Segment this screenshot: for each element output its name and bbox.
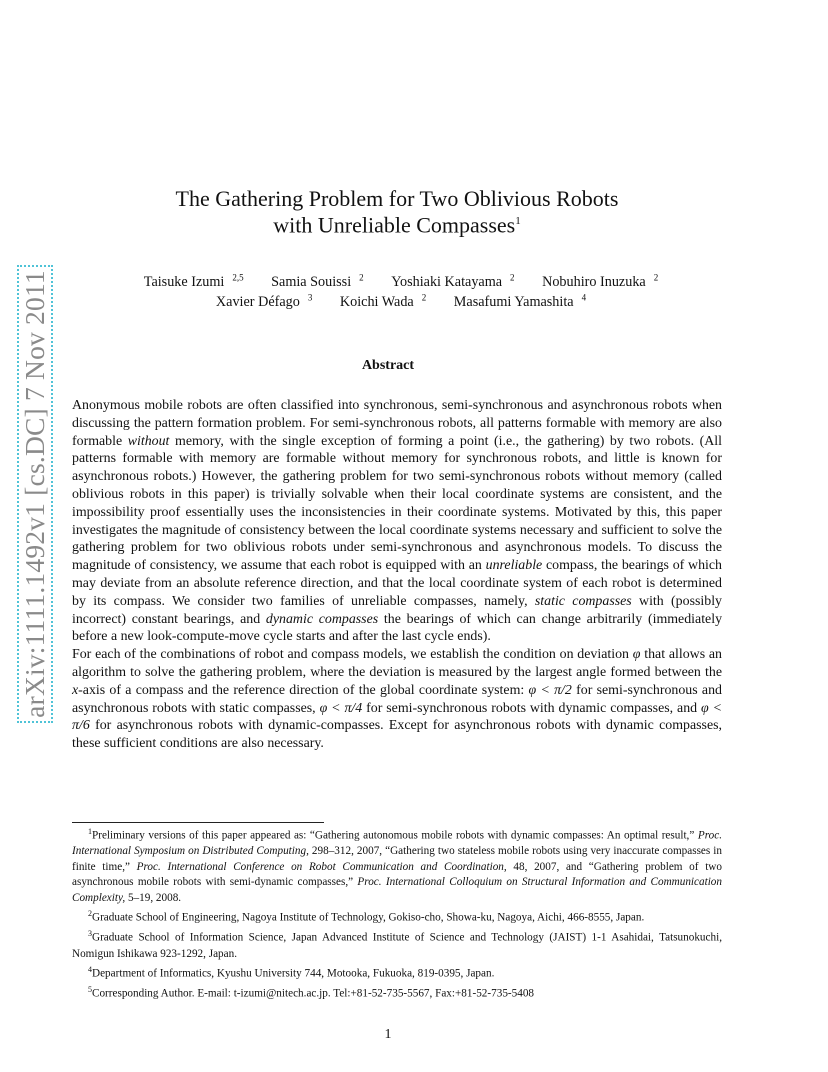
- footnote-1: $^1$Preliminary versions of this paper appeared as: “Gathering autonomous mobile robots with dynamic compasses: An optimal result,” Proc. International Symposium on Distributed Computing, 298–312, 2007, “Gathering two stateless mobile robots using very inaccurate compasses in finite time,” Proc. International Conference on Robot Communication and Coordination, 48, 2007, and “Gathering problem of two asynchronous mobile robots with semi-dynamic compasses,” Proc. International Colloquium on Structural Information and Communication Complexity, 5–19, 2008.: [72, 827, 722, 904]
- author: Xavier Défago $^3$: [215, 292, 313, 310]
- authors-line-1: [80, 272, 714, 291]
- author: Taisuke Izumi $^{2,5}$: [143, 272, 244, 290]
- title-line-1: The Gathering Problem for Two Oblivious Robots: [175, 186, 619, 211]
- footnote-5: $^5$Corresponding Author. E-mail: t-izumi@nitech.ac.jp. Tel:+81-52-735-5567, Fax:+81-52-735-5408: [88, 985, 535, 1001]
- author: Masafumi Yamashita $^4$: [453, 292, 587, 310]
- paper-title: [100, 187, 694, 236]
- author: Koichi Wada $^2$: [339, 292, 427, 310]
- page-number: 1: [384, 1027, 392, 1042]
- title-footnote-mark: 1: [515, 215, 521, 227]
- author: Samia Souissi $^2$: [271, 272, 364, 290]
- authors-line-2: [80, 292, 714, 311]
- footnote-rule: [72, 822, 324, 823]
- abstract-paragraph-1: Anonymous mobile robots are often classified into synchronous, semi-synchronous and asynchronous robots when discussing the pattern formation problem. For semi-synchronous robots, all patterns formable with memory are also formable without memory, with the single exception of forming a point (i.e., the gathering) by two robots. (All patterns formable with memory are formable without memory for synchronous robots, and little is known for asynchronous robots.) However, the gathering problem for two semi-synchronous robots without memory (called oblivious robots in this paper) is trivially solvable when their local coordinate systems are consistent, and the impossibility proof essentially uses the inconsistencies in their coordinate systems. Motivated by this, this paper investigates the magnitude of consistency between the local coordinate systems necessary and sufficient to solve the gathering problem for two oblivious robots under semi-synchronous and asynchronous models. To discuss the magnitude of consistency, we assume that each robot is equipped with an unreliable compass, the bearings of which may deviate from an absolute reference direction, and that the local coordinate system of each robot is determined by its compass. We consider two families of unreliable compasses, namely, static compasses with (possibly incorrect) constant bearings, and dynamic compasses the bearings of which can change arbitrarily (immediately before a new look-compute-move cycle starts and after the last cycle ends).: [72, 398, 723, 645]
- title-line-2: with Unreliable Compasses$^1$: [273, 212, 521, 238]
- footnote-4: $^4$Department of Informatics, Kyushu University 744, Motooka, Fukuoka, 819-0395, Japan.: [88, 965, 495, 980]
- footnote-3: $^3$Graduate School of Information Science, Japan Advanced Institute of Science and Technology (JAIST) 1-1 Asahidai, Tatsunokuchi, Nomigun Ishikawa 923-1292, Japan.: [72, 929, 722, 960]
- abstract-heading: Abstract: [361, 358, 415, 373]
- footnotes: [72, 824, 722, 1003]
- author: Nobuhiro Inuzuka $^2$: [542, 272, 659, 290]
- footnote-2: $^2$Graduate School of Engineering, Nagoya Institute of Technology, Gokiso-cho, Showa-ku, Nagoya, Aichi, 466-8555, Japan.: [88, 909, 645, 924]
- arxiv-stamp: [17, 265, 53, 723]
- abstract-body: [72, 397, 722, 753]
- author: Yoshiaki Katayama $^2$: [391, 272, 515, 290]
- arxiv-id: arXiv:1111.1492v1 [cs.DC] 7 Nov 2011: [19, 270, 50, 718]
- abstract-paragraph-2: For each of the combinations of robot and compass models, we establish the condition on deviation φ that allows an algorithm to solve the gathering problem, where the deviation is measured by the largest angle formed between the x-axis of a compass and the reference direction of the global coordinate system: φ < π/2 for semi-synchronous and asynchronous robots with static compasses, φ < π/4 for semi-synchronous robots with dynamic compasses, and φ < π/6 for asynchronous robots with dynamic-compasses. Except for asynchronous robots with dynamic compasses, these sufficient conditions are also necessary.: [72, 647, 722, 752]
